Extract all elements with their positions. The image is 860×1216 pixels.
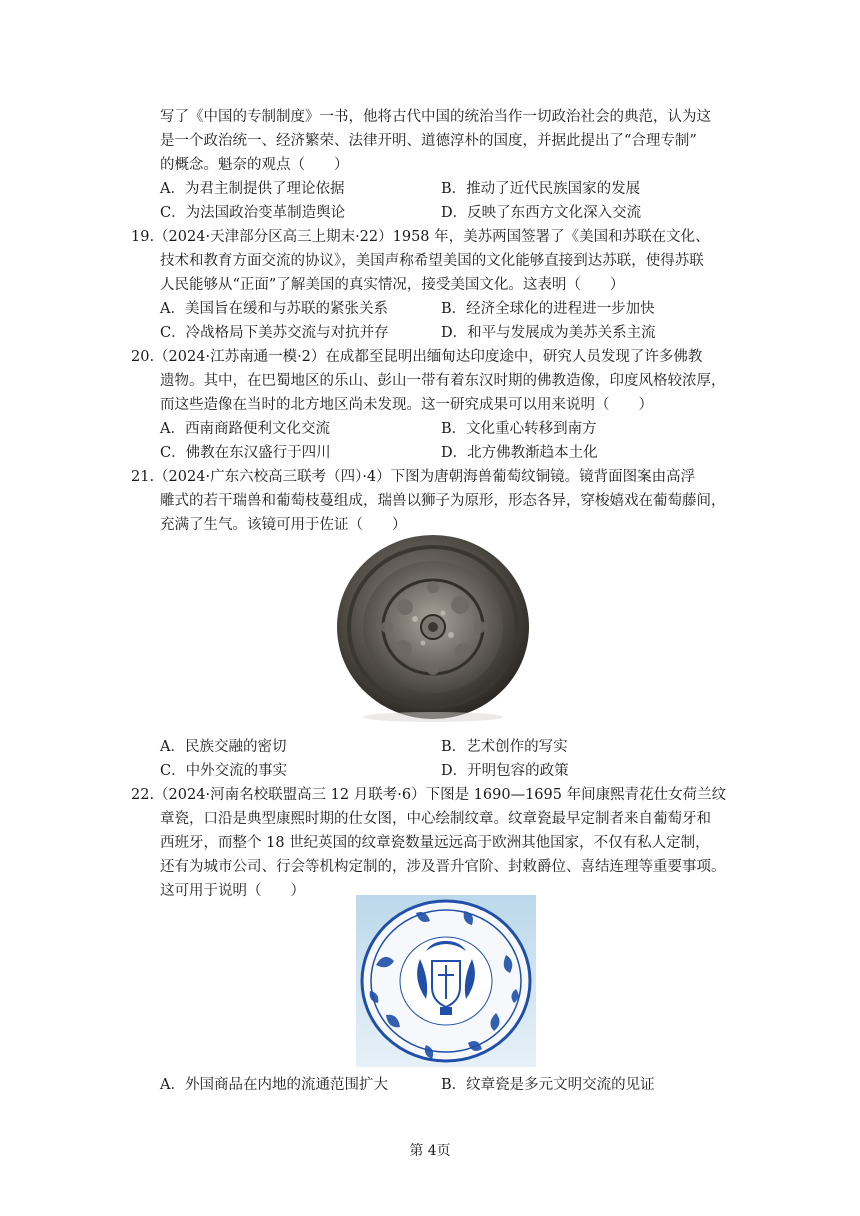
- q18-line-2: 是一个政治统一、经济繁荣、法律开明、道德淳朴的国度，并据此提出了“合理专制”: [160, 133, 697, 149]
- armorial-porcelain-svg: [356, 895, 536, 1067]
- q21-option-a: A．民族交融的密切: [160, 739, 287, 755]
- q20-option-b: B．文化重心转移到南方: [441, 421, 597, 437]
- q20-option-d: D．北方佛教渐趋本土化: [441, 445, 598, 461]
- q20-option-c: C．佛教在东汉盛行于四川: [160, 445, 331, 461]
- bronze-mirror-svg: [335, 527, 531, 723]
- q18-option-d: D．反映了东西方文化深入交流: [441, 205, 642, 221]
- q19-option-c: C．冷战格局下美苏交流与对抗并存: [160, 325, 389, 341]
- q21-line-2: 雕式的若干瑞兽和葡萄枝蔓组成，瑞兽以狮子为原形，形态各异，穿梭嬉戏在葡萄藤间，: [160, 493, 726, 509]
- q18-option-c: C．为法国政治变革制造舆论: [160, 205, 346, 221]
- q18-option-b: B．推动了近代民族国家的发展: [441, 181, 641, 197]
- q18-line-1: 写了《中国的专制制度》一书，他将古代中国的统治当作一切政治社会的典范，认为这: [160, 109, 711, 125]
- q21-option-c: C．中外交流的事实: [160, 763, 288, 779]
- q20-line-1: 20.（2024·江苏南通一模·2）在成都至昆明出缅甸达印度途中，研究人员发现了许多佛教: [131, 349, 703, 365]
- q19-option-d: D．和平与发展成为美苏关系主流: [441, 325, 656, 341]
- q19-line-1: 19.（2024·天津部分区高三上期末·22）1958 年，美苏两国签署了《美国和苏联在文化、: [131, 229, 710, 245]
- q19-option-a: A．美国旨在缓和与苏联的紧张关系: [160, 301, 388, 317]
- q22-line-4: 还有为城市公司、行会等机构定制的，涉及晋升官阶、封敕爵位、喜结连理等重要事项。: [160, 859, 726, 875]
- q20-line-3: 而这些造像在当时的北方地区尚未发现。这一研究成果可以用来说明（ ）: [160, 397, 653, 413]
- q19-line-2: 技术和教育方面交流的协议》，美国声称希望美国的文化能够直接到达苏联，使得苏联: [160, 253, 704, 269]
- q19-option-b: B．经济全球化的进程进一步加快: [441, 301, 655, 317]
- q20-line-2: 遗物。其中，在巴蜀地区的乐山、彭山一带有着东汉时期的佛教造像，印度风格较浓厚，: [160, 373, 726, 389]
- page-number: 第 4页: [409, 1143, 451, 1159]
- q20-option-a: A．西南商路便利文化交流: [160, 421, 330, 437]
- armorial-porcelain-image: [356, 895, 536, 1067]
- q18-line-3: 的概念。魁奈的观点（ ）: [160, 157, 349, 173]
- q22-option-b: B．纹章瓷是多元文明交流的见证: [441, 1077, 655, 1093]
- q22-line-1: 22.（2024·河南名校联盟高三 12 月联考·6）下图是 1690—1695 年间康熙青花仕女荷兰纹: [131, 787, 727, 803]
- q22-option-a: A．外国商品在内地的流通范围扩大: [160, 1077, 388, 1093]
- q22-line-3: 西班牙，而整个 18 世纪英国的纹章瓷数量远远高于欧洲其他国家，不仅有私人定制，: [160, 835, 710, 851]
- q21-option-d: D．开明包容的政策: [441, 763, 569, 779]
- q21-line-3: 充满了生气。该镜可用于佐证（ ）: [160, 517, 407, 533]
- q21-line-1: 21.（2024·广东六校高三联考（四）·4）下图为唐朝海兽葡萄纹铜镜。镜背面图案由高浮: [131, 469, 696, 485]
- bronze-mirror-image: [335, 527, 531, 723]
- q22-line-2: 章瓷，口沿是典型康熙时期的仕女图，中心绘制纹章。纹章瓷最早定制者来自葡萄牙和: [160, 811, 711, 827]
- q22-line-5: 这可用于说明（ ）: [160, 883, 305, 899]
- q19-line-3: 人民能够从“正面”了解美国的真实情况，接受美国文化。这表明（ ）: [160, 277, 625, 293]
- q21-option-b: B．艺术创作的写实: [441, 739, 568, 755]
- q18-option-a: A．为君主制提供了理论依据: [160, 181, 345, 197]
